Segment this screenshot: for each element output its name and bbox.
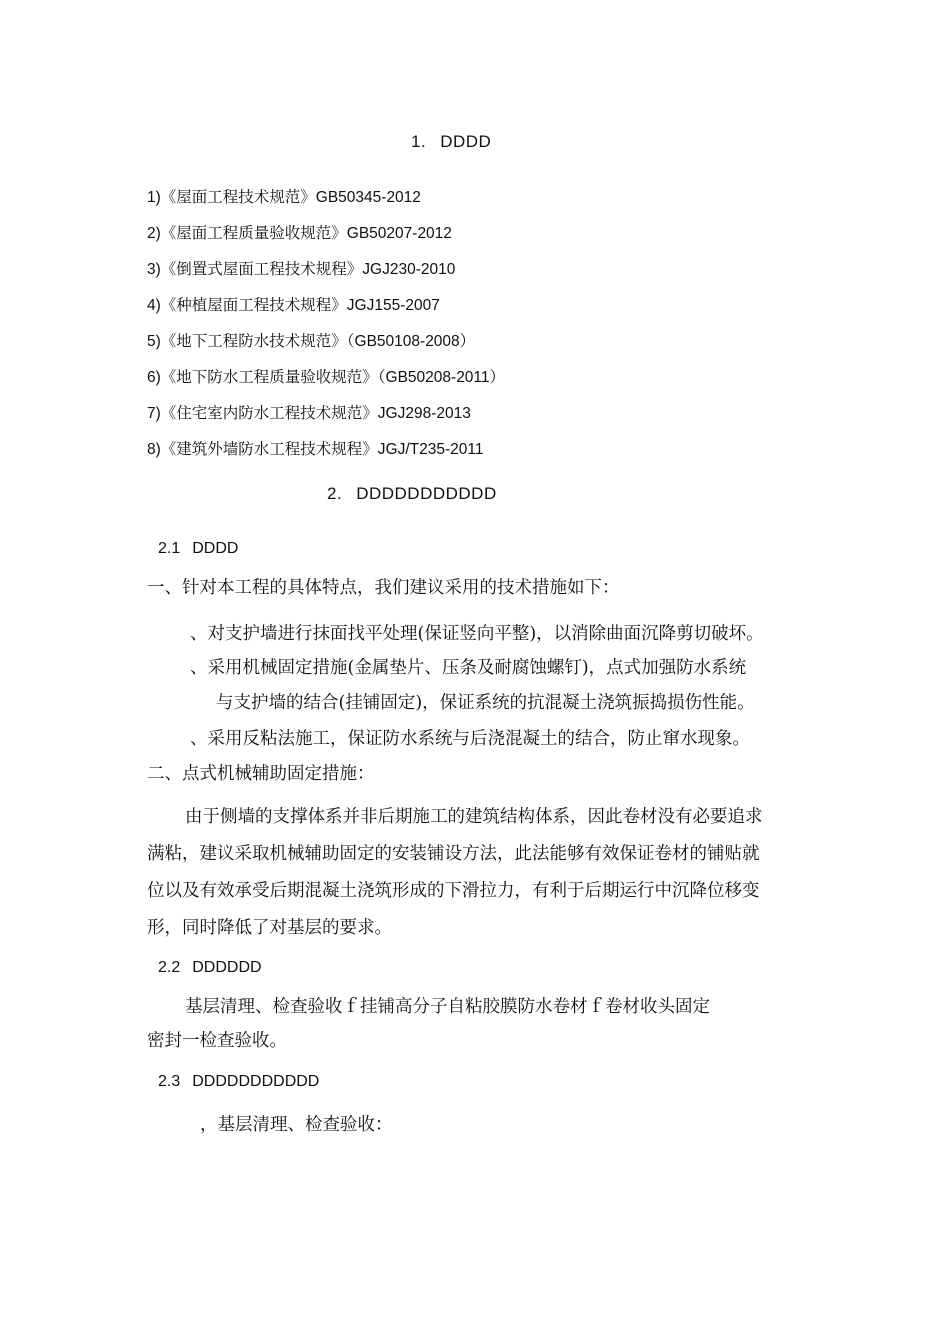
reference-item: 4)《种植屋面工程技术规程》JGJ155-2007: [147, 297, 440, 314]
measure-item: 、采用反粘法施工，保证防水系统与后浇混凝土的结合，防止窜水现象。: [190, 729, 750, 749]
section-1-number: 1.: [411, 132, 427, 151]
point-2-line: 满粘，建议采取机械辅助固定的安装铺设方法，此法能够有效保证卷材的铺贴就: [147, 844, 760, 864]
subsection-2-3-title: DDDDDDDDDDD: [192, 1073, 320, 1090]
subsection-2-1-number: 2.1: [158, 540, 181, 557]
point-2-line: 位以及有效承受后期混凝土浇筑形成的下滑拉力，有利于后期运行中沉降位移变: [147, 881, 760, 901]
subsection-2-2-number: 2.2: [158, 959, 181, 976]
measure-item-continuation: 与支护墙的结合(挂铺固定)，保证系统的抗混凝土浇筑振捣损伤性能。: [216, 693, 755, 713]
point-2-title: 二、点式机械辅助固定措施：: [147, 764, 375, 784]
process-line: 密封一检查验收。: [147, 1031, 287, 1051]
section-2-number: 2.: [327, 484, 343, 503]
measure-item: 、对支护墙进行抹面找平处理(保证竖向平整)，以消除曲面沉降剪切破坏。: [190, 624, 764, 644]
process-line: 基层清理、检查验收ｆ挂铺高分子自粘胶膜防水卷材ｆ卷材收头固定: [185, 997, 710, 1017]
section-2-title: DDDDDDDDDDD: [356, 484, 497, 503]
section-1-title: DDDD: [440, 132, 492, 151]
subsection-2-1-heading: [158, 540, 238, 558]
subsection-2-3-line: ，基层清理、检查验收：: [200, 1115, 393, 1135]
reference-item: 2)《屋面工程质量验收规范》GB50207-2012: [147, 225, 452, 242]
point-2-line: 由于侧墙的支撑体系并非后期施工的建筑结构体系，因此卷材没有必要追求: [185, 807, 763, 827]
reference-item: 8)《建筑外墙防水工程技术规程》JGJ/T235-2011: [147, 441, 484, 458]
point-2-line: 形，同时降低了对基层的要求。: [147, 918, 392, 938]
reference-item: 6)《地下防水工程质量验收规范》（GB50208-2011）: [147, 369, 506, 386]
section-2-heading: [327, 484, 497, 504]
subsection-2-3-heading: [158, 1073, 319, 1091]
reference-item: 7)《住宅室内防水工程技术规范》JGJ298-2013: [147, 405, 471, 422]
reference-item: 5)《地下工程防水技术规范》（GB50108-2008）: [147, 333, 476, 350]
reference-item: 1)《屋面工程技术规范》GB50345-2012: [147, 189, 421, 206]
subsection-2-2-title: DDDDDD: [192, 959, 262, 976]
subsection-2-2-heading: [158, 959, 262, 977]
reference-item: 3)《倒置式屋面工程技术规程》JGJ230-2010: [147, 261, 456, 278]
subsection-2-1-title: DDDD: [192, 540, 239, 557]
section-1-heading: [411, 132, 491, 152]
subsection-2-3-number: 2.3: [158, 1073, 181, 1090]
measure-item: 、采用机械固定措施(金属垫片、压条及耐腐蚀螺钉)，点式加强防水系统: [190, 658, 747, 678]
measures-intro: 一、针对本工程的具体特点，我们建议采用的技术措施如下：: [147, 578, 620, 598]
